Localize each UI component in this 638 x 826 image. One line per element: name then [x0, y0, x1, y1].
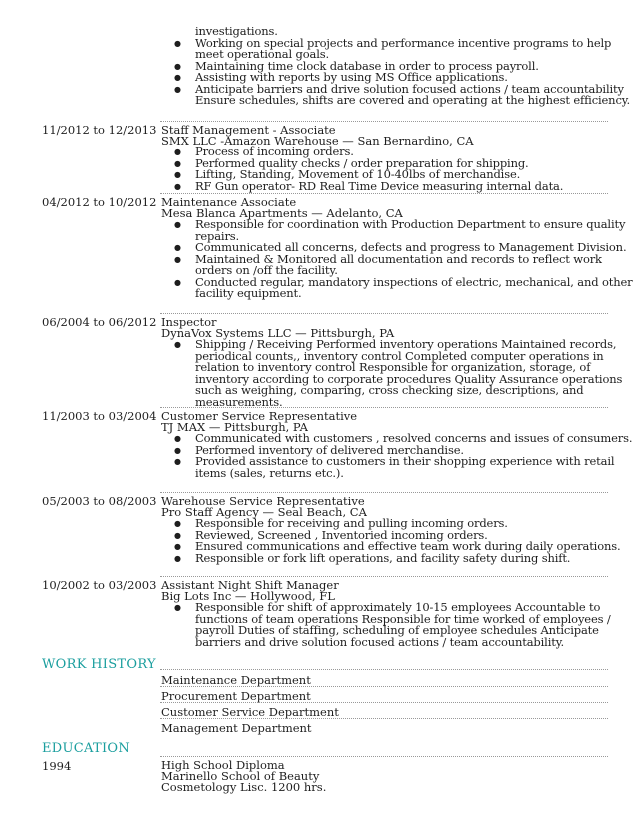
- list-item: ● Lifting, Standing, Movement of 10-40lbs of merchandise.: [195, 169, 635, 181]
- list-item: ● Responsible for shift of approximately 10-15 employees Accountable to functions of team operations Responsible for time worked of employees / payroll Duties of staffing, scheduling of employee schedules Anticipate barriers and drive solution focused actions / team accountability.: [195, 602, 635, 648]
- list-item: ● Reviewed, Screened , Inventoried incoming orders.: [195, 530, 635, 542]
- divider: [160, 686, 608, 687]
- job-dates: 11/2012 to 12/2013: [42, 123, 157, 137]
- list-item: ● Responsible or fork lift operations, and facility safety during shift.: [195, 553, 635, 565]
- divider: [160, 313, 608, 314]
- top-bullet-list: [161, 26, 635, 107]
- job-company: DynaVox Systems LLC — Pittsburgh, PA: [161, 326, 395, 340]
- education-detail: Cosmetology Lisc. 1200 hrs.: [161, 780, 327, 794]
- education-year: 1994: [42, 759, 72, 773]
- job-dates: 10/2002 to 03/2003: [42, 578, 157, 592]
- list-item: ● Responsible for receiving and pulling incoming orders.: [195, 518, 635, 530]
- job-dates: 04/2012 to 10/2012: [42, 195, 157, 209]
- list-item: ● Performed quality checks / order preparation for shipping.: [195, 158, 635, 170]
- divider: [160, 576, 608, 577]
- job-bullet-list: [161, 146, 635, 192]
- job-title: Assistant Night Shift Manager: [161, 578, 339, 592]
- divider: [160, 121, 608, 122]
- divider: [160, 407, 608, 408]
- job-company: Pro Staff Agency — Seal Beach, CA: [161, 505, 367, 519]
- education-heading: EDUCATION: [42, 741, 131, 756]
- divider: [160, 492, 608, 493]
- job-title: Customer Service Representative: [161, 409, 358, 423]
- list-item: ● Ensured communications and effective team work during daily operations.: [195, 541, 635, 553]
- education-degree: High School Diploma: [161, 758, 285, 772]
- job-dates: 05/2003 to 08/2003: [42, 494, 157, 508]
- job-title: Inspector: [161, 315, 217, 329]
- job-bullet-list: [161, 433, 635, 479]
- work-history-item: Management Department: [161, 721, 312, 735]
- education-school: Marinello School of Beauty: [161, 769, 320, 783]
- work-history-item: Maintenance Department: [161, 673, 311, 687]
- list-item: ● Performed inventory of delivered merchandise.: [195, 445, 635, 457]
- job-company: SMX LLC -Amazon Warehouse — San Bernardino, CA: [161, 134, 474, 148]
- job-dates: 11/2003 to 03/2004: [42, 409, 157, 423]
- job-dates: 06/2004 to 06/2012: [42, 315, 157, 329]
- work-history-item: Procurement Department: [161, 689, 311, 703]
- list-item: ● Responsible for coordination with Production Department to ensure quality repairs.: [195, 219, 635, 242]
- divider: [160, 702, 608, 703]
- work-history-heading: WORK HISTORY: [42, 657, 156, 672]
- list-item: ● Maintained & Monitored all documentation and records to reflect work orders on /off the facility.: [195, 254, 635, 277]
- job-company: Big Lots Inc — Hollywood, FL: [161, 589, 335, 603]
- list-item: ● Maintaining time clock database in order to process payroll.: [195, 61, 635, 73]
- job-bullet-list: [161, 602, 635, 648]
- list-item: ● RF Gun operator- RD Real Time Device measuring internal data.: [195, 181, 635, 193]
- job-title: Staff Management - Associate: [161, 123, 336, 137]
- job-bullet-list: [161, 518, 635, 564]
- work-history-item: Customer Service Department: [161, 705, 339, 719]
- list-item: ● Assisting with reports by using MS Office applications.: [195, 72, 635, 84]
- list-item: ● Shipping / Receiving Performed inventory operations Maintained records, periodical counts,, inventory control Completed computer operations in relation to inventory control Responsible for organization, storage, of inventory according to corporate procedures Quality Assurance operations such as weighing, comparing, cross checking size, descriptions, and measurements.: [195, 339, 635, 408]
- list-item: ● Provided assistance to customers in their shopping experience with retail items (sales, returns etc.).: [195, 456, 635, 479]
- list-item: investigations.: [195, 24, 278, 38]
- divider: [160, 193, 608, 194]
- divider: [160, 718, 608, 719]
- job-title: Maintenance Associate: [161, 195, 297, 209]
- job-bullet-list: [161, 339, 635, 408]
- list-item: ● Communicated with customers , resolved concerns and issues of consumers.: [195, 433, 635, 445]
- divider: [160, 756, 608, 757]
- job-company: Mesa Blanca Apartments — Adelanto, CA: [161, 206, 403, 220]
- job-company: TJ MAX — Pittsburgh, PA: [161, 420, 308, 434]
- list-item: ● Communicated all concerns, defects and progress to Management Division.: [195, 242, 635, 254]
- list-item: ● Conducted regular, mandatory inspections of electric, mechanical, and other facility equipment.: [195, 277, 635, 300]
- list-item: ● Anticipate barriers and drive solution focused actions / team accountability Ensure schedules, shifts are covered and operating at the highest efficiency.: [195, 84, 635, 107]
- divider: [160, 669, 608, 670]
- list-item: ● Working on special projects and performance incentive programs to help meet operational goals.: [195, 38, 635, 61]
- job-bullet-list: [161, 219, 635, 300]
- list-item: ● Process of incoming orders.: [195, 146, 635, 158]
- job-title: Warehouse Service Representative: [161, 494, 365, 508]
